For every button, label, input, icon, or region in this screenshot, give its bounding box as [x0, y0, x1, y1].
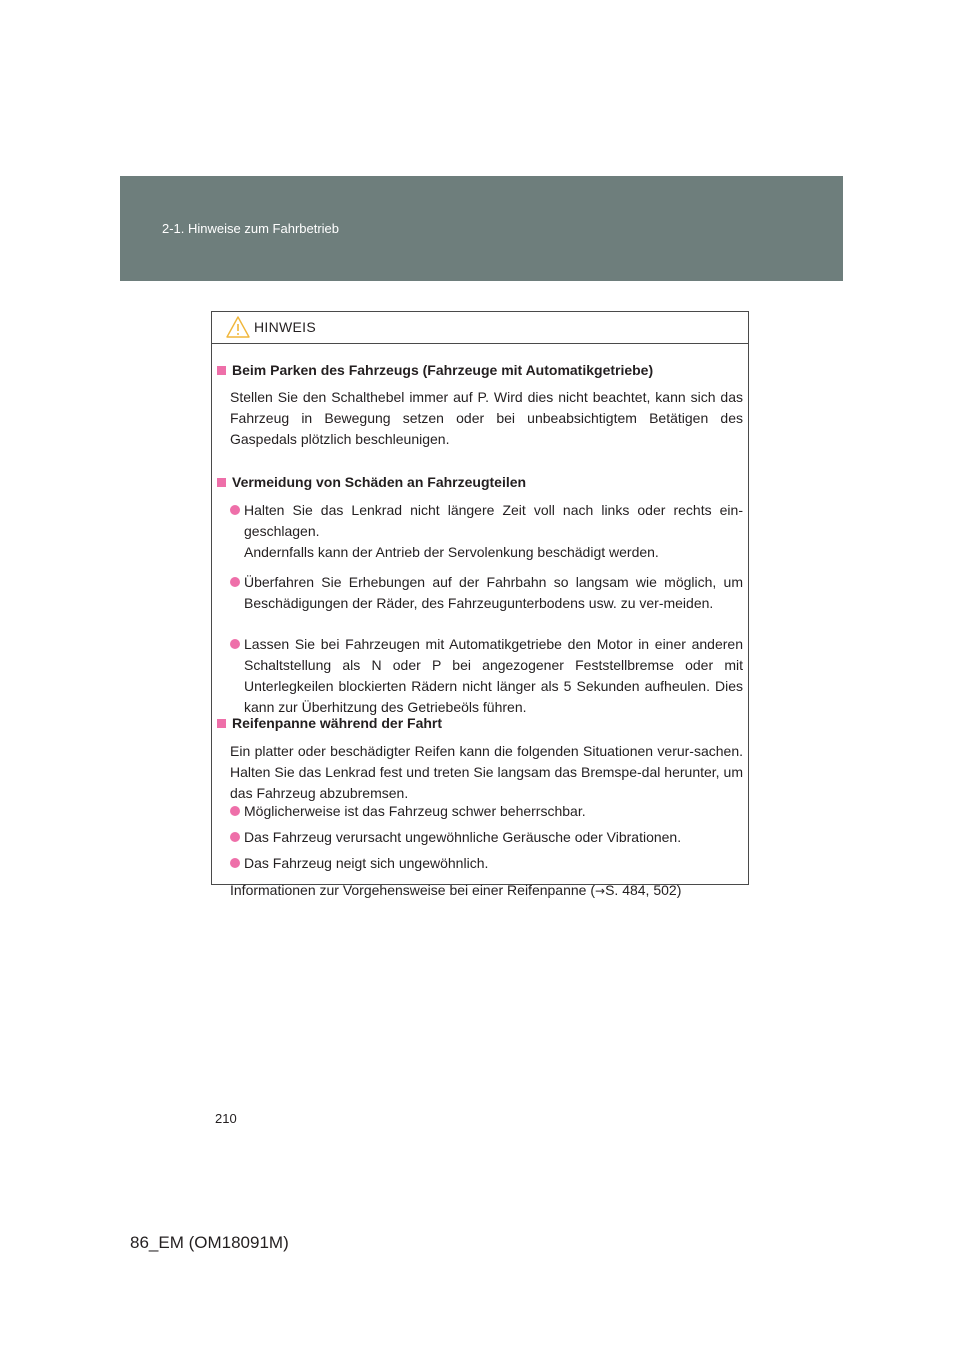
round-bullet-icon: [230, 806, 240, 816]
square-bullet-icon: [217, 366, 226, 375]
section-heading: Beim Parken des Fahrzeugs (Fahrzeuge mit Automatikgetriebe): [217, 360, 742, 381]
round-bullet-icon: [230, 639, 240, 649]
notice-header: [212, 312, 748, 344]
list-item: Überfahren Sie Erhebungen auf der Fahrbahn so langsam wie möglich, um Beschädigungen der Räder, des Fahrzeugunterbodens usw. zu ver-meiden.: [230, 572, 743, 614]
warning-triangle-icon: [226, 316, 250, 338]
section-title: 2-1. Hinweise zum Fahrbetrieb: [162, 221, 340, 236]
section-heading: Vermeidung von Schäden an Fahrzeugteilen: [217, 472, 742, 493]
section-text: Ein platter oder beschädigter Reifen kann die folgenden Situationen verur-sachen. Halten Sie das Lenkrad fest und treten Sie langsam das Bremspe-dal herunter, um das Fahrzeug abzubremsen.: [230, 743, 743, 801]
list-item: Halten Sie das Lenkrad nicht längere Zeit voll nach links oder rechts ein-geschlagen. Andernfalls kann der Antrieb der Servolenkung beschädigt werden.: [230, 500, 743, 563]
document-code: 86_EM (OM18091M): [130, 1233, 289, 1252]
square-bullet-icon: [217, 719, 226, 728]
section-heading: Reifenpanne während der Fahrt: [217, 713, 742, 734]
reference-text: Informationen zur Vorgehensweise bei einer Reifenpanne (→S. 484, 502): [230, 882, 682, 898]
round-bullet-icon: [230, 832, 240, 842]
section-text: Stellen Sie den Schalthebel immer auf P. Wird dies nicht beachtet, kann sich das Fahrzeug in Bewegung setzen oder bei unbeabsichtigtem Betätigen des Gaspedals plötzlich beschleunigen.: [230, 389, 743, 447]
square-bullet-icon: [217, 478, 226, 487]
list-item: Lassen Sie bei Fahrzeugen mit Automatikgetriebe den Motor in einer anderen Schaltstellung als N oder P bei angezogener Feststellbremse oder mit Unterlegkeilen blockierten Rädern nicht länger als 5 Sekunden aufheulen. Dies kann zur Überhitzung des Getriebeöls führen.: [230, 634, 743, 718]
arrow-right-icon: →: [595, 884, 606, 898]
list-item: Möglicherweise ist das Fahrzeug schwer beherrschbar.: [230, 801, 743, 822]
round-bullet-icon: [230, 858, 240, 868]
notice-box: [211, 311, 749, 898]
list-item: Das Fahrzeug neigt sich ungewöhnlich.: [230, 853, 743, 874]
header-band: [120, 176, 843, 281]
notice-title: HINWEIS: [254, 319, 316, 335]
page-number: 210: [215, 1111, 237, 1126]
list-item: Das Fahrzeug verursacht ungewöhnliche Geräusche oder Vibrationen.: [230, 827, 743, 848]
round-bullet-icon: [230, 577, 240, 587]
round-bullet-icon: [230, 505, 240, 515]
